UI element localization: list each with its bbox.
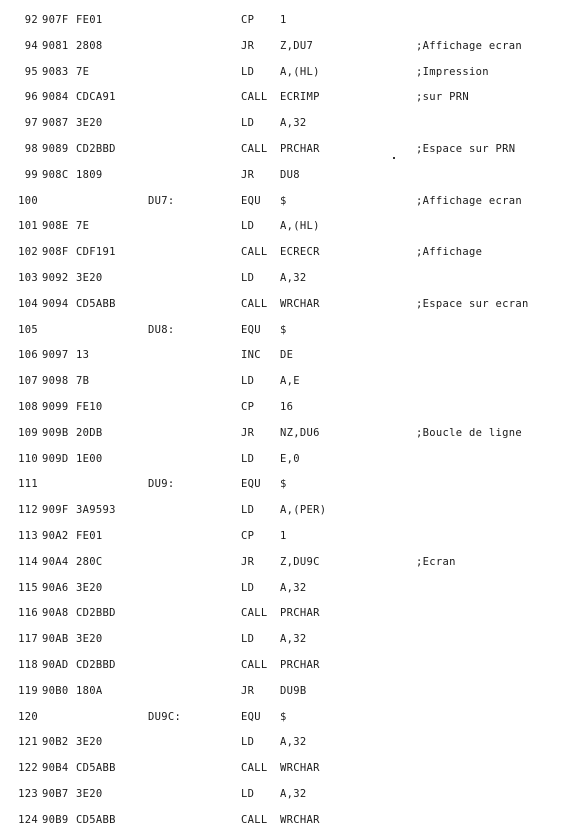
mnemonic: JR: [241, 426, 255, 439]
mnemonic: CP: [241, 401, 255, 413]
operand: A,(PER): [280, 504, 327, 517]
listing-row: [0, 552, 574, 572]
mnemonic: CALL: [241, 813, 268, 826]
listing-row: [0, 10, 574, 30]
line-number: 123: [18, 788, 38, 800]
machine-code: CD5ABB: [76, 762, 116, 775]
address: 908F: [42, 246, 69, 259]
operand: A,32: [280, 788, 307, 800]
operand: DE: [280, 349, 294, 362]
line-number: 109: [18, 426, 38, 439]
mnemonic: LD: [241, 581, 255, 594]
address: 909B: [42, 426, 69, 439]
listing-row: [0, 36, 574, 56]
mnemonic: EQU: [241, 710, 261, 723]
machine-code: 3E20: [76, 788, 103, 800]
mnemonic: JR: [241, 684, 255, 697]
mnemonic: CALL: [241, 607, 268, 620]
listing-row: [0, 423, 574, 443]
line-number: 95: [24, 65, 38, 78]
mnemonic: LD: [241, 633, 255, 646]
operand: WRCHAR: [280, 813, 320, 826]
line-number: 101: [18, 220, 38, 233]
listing-row: [0, 810, 574, 830]
address: 9097: [42, 349, 69, 362]
address: 9094: [42, 297, 69, 310]
line-number: 118: [18, 659, 38, 671]
line-number: 103: [18, 272, 38, 284]
comment: ;sur PRN: [416, 91, 469, 104]
label: DU8:: [148, 323, 175, 336]
listing-row: [0, 655, 574, 675]
operand: $: [280, 194, 287, 207]
machine-code: CDF191: [76, 246, 116, 259]
mnemonic: CP: [241, 530, 255, 542]
mnemonic: LD: [241, 452, 255, 465]
mnemonic: CALL: [241, 297, 268, 310]
line-number: 110: [18, 452, 38, 465]
machine-code: FE10: [76, 401, 103, 413]
operand: A,32: [280, 117, 307, 130]
comment: ;Impression: [416, 65, 489, 78]
listing-row: [0, 87, 574, 107]
operand: $: [280, 710, 287, 723]
listing-row: [0, 242, 574, 262]
comment: ;Espace sur PRN: [416, 143, 516, 155]
line-number: 112: [18, 504, 38, 517]
line-number: 124: [18, 813, 38, 826]
line-number: 104: [18, 297, 38, 310]
operand: A,32: [280, 633, 307, 646]
operand: $: [280, 478, 287, 491]
mnemonic: CALL: [241, 659, 268, 671]
operand: DU9B: [280, 684, 307, 697]
machine-code: CD5ABB: [76, 297, 116, 310]
line-number: 114: [18, 555, 38, 568]
mnemonic: JR: [241, 39, 255, 52]
label: DU9C:: [148, 710, 182, 723]
operand: A,32: [280, 736, 307, 749]
line-number: 98: [24, 143, 38, 155]
mnemonic: LD: [241, 788, 255, 800]
operand: WRCHAR: [280, 297, 320, 310]
listing-row: [0, 603, 574, 623]
line-number: 96: [24, 91, 38, 104]
listing-row: [0, 268, 574, 288]
address: 908E: [42, 220, 69, 233]
mnemonic: CALL: [241, 246, 268, 259]
mnemonic: LD: [241, 736, 255, 749]
machine-code: 280C: [76, 555, 103, 568]
line-number: 92: [24, 14, 38, 26]
machine-code: 2808: [76, 39, 103, 52]
operand: 16: [280, 401, 294, 413]
listing-row: [0, 732, 574, 752]
listing-row: [0, 500, 574, 520]
operand: 1: [280, 530, 287, 542]
machine-code: 3E20: [76, 736, 103, 749]
mnemonic: LD: [241, 272, 255, 284]
comment: ;Ecran: [416, 555, 456, 568]
comment: ;Espace sur ecran: [416, 297, 529, 310]
machine-code: 3E20: [76, 117, 103, 130]
address: 90AD: [42, 659, 69, 671]
operand: Z,DU9C: [280, 555, 320, 568]
machine-code: 1809: [76, 168, 103, 181]
address: 90AB: [42, 633, 69, 646]
machine-code: CD2BBD: [76, 143, 116, 155]
machine-code: CDCA91: [76, 91, 116, 104]
mnemonic: EQU: [241, 194, 261, 207]
machine-code: 20DB: [76, 426, 103, 439]
address: 90A2: [42, 530, 69, 542]
mnemonic: CALL: [241, 143, 268, 155]
listing-row: [0, 474, 574, 494]
listing-row: [0, 216, 574, 236]
listing-row: [0, 371, 574, 391]
address: 907F: [42, 14, 69, 26]
address: 9089: [42, 143, 69, 155]
operand: Z,DU7: [280, 39, 314, 52]
mnemonic: LD: [241, 220, 255, 233]
address: 9099: [42, 401, 69, 413]
mnemonic: EQU: [241, 478, 261, 491]
comment: ;Affichage ecran: [416, 194, 522, 207]
label: DU9:: [148, 478, 175, 491]
machine-code: FE01: [76, 530, 103, 542]
operand: DU8: [280, 168, 300, 181]
line-number: 113: [18, 530, 38, 542]
operand: PRCHAR: [280, 659, 320, 671]
address: 90B4: [42, 762, 69, 775]
machine-code: 13: [76, 349, 90, 362]
machine-code: FE01: [76, 14, 103, 26]
listing-row: [0, 320, 574, 340]
address: 9084: [42, 91, 69, 104]
line-number: 116: [18, 607, 38, 620]
listing-row: [0, 139, 574, 159]
comment: ;Boucle de ligne: [416, 426, 522, 439]
mnemonic: LD: [241, 117, 255, 130]
line-number: 108: [18, 401, 38, 413]
listing-row: [0, 784, 574, 804]
listing-row: [0, 345, 574, 365]
line-number: 107: [18, 375, 38, 388]
address: 9098: [42, 375, 69, 388]
comment: ;Affichage ecran: [416, 39, 522, 52]
operand: NZ,DU6: [280, 426, 320, 439]
listing-row: [0, 294, 574, 314]
mnemonic: JR: [241, 168, 255, 181]
machine-code: CD5ABB: [76, 813, 116, 826]
listing-row: [0, 165, 574, 185]
machine-code: 3E20: [76, 581, 103, 594]
mnemonic: INC: [241, 349, 261, 362]
address: 9087: [42, 117, 69, 130]
listing-row: [0, 449, 574, 469]
line-number: 119: [18, 684, 38, 697]
line-number: 94: [24, 39, 38, 52]
mnemonic: CALL: [241, 762, 268, 775]
stray-dot: [393, 157, 395, 159]
line-number: 102: [18, 246, 38, 259]
line-number: 97: [24, 117, 38, 130]
operand: A,E: [280, 375, 300, 388]
listing-row: [0, 707, 574, 727]
machine-code: 3E20: [76, 272, 103, 284]
listing-row: [0, 629, 574, 649]
machine-code: 3E20: [76, 633, 103, 646]
machine-code: 180A: [76, 684, 103, 697]
address: 90B2: [42, 736, 69, 749]
listing-row: [0, 113, 574, 133]
mnemonic: EQU: [241, 323, 261, 336]
listing-row: [0, 681, 574, 701]
address: 909F: [42, 504, 69, 517]
operand: A,(HL): [280, 220, 320, 233]
line-number: 99: [24, 168, 38, 181]
operand: A,32: [280, 581, 307, 594]
line-number: 115: [18, 581, 38, 594]
comment: ;Affichage: [416, 246, 483, 259]
listing-row: [0, 578, 574, 598]
operand: 1: [280, 14, 287, 26]
listing-row: [0, 62, 574, 82]
machine-code: 3A9593: [76, 504, 116, 517]
line-number: 111: [18, 478, 38, 491]
listing-row: [0, 397, 574, 417]
address: 90B9: [42, 813, 69, 826]
machine-code: CD2BBD: [76, 659, 116, 671]
operand: A,(HL): [280, 65, 320, 78]
listing-row: [0, 526, 574, 546]
machine-code: 1E00: [76, 452, 103, 465]
line-number: 100: [18, 194, 38, 207]
address: 90A4: [42, 555, 69, 568]
operand: WRCHAR: [280, 762, 320, 775]
address: 9083: [42, 65, 69, 78]
address: 9092: [42, 272, 69, 284]
address: 908C: [42, 168, 69, 181]
operand: A,32: [280, 272, 307, 284]
line-number: 105: [18, 323, 38, 336]
machine-code: 7B: [76, 375, 90, 388]
listing-row: [0, 191, 574, 211]
mnemonic: CALL: [241, 91, 268, 104]
line-number: 122: [18, 762, 38, 775]
address: 90B0: [42, 684, 69, 697]
mnemonic: LD: [241, 65, 255, 78]
line-number: 121: [18, 736, 38, 749]
operand: E,0: [280, 452, 300, 465]
line-number: 120: [18, 710, 38, 723]
mnemonic: CP: [241, 14, 255, 26]
operand: PRCHAR: [280, 607, 320, 620]
operand: ECRECR: [280, 246, 320, 259]
address: 90A8: [42, 607, 69, 620]
machine-code: 7E: [76, 65, 90, 78]
address: 90B7: [42, 788, 69, 800]
mnemonic: LD: [241, 375, 255, 388]
line-number: 117: [18, 633, 38, 646]
operand: $: [280, 323, 287, 336]
mnemonic: LD: [241, 504, 255, 517]
machine-code: CD2BBD: [76, 607, 116, 620]
label: DU7:: [148, 194, 175, 207]
mnemonic: JR: [241, 555, 255, 568]
address: 909D: [42, 452, 69, 465]
listing-row: [0, 758, 574, 778]
line-number: 106: [18, 349, 38, 362]
address: 9081: [42, 39, 69, 52]
operand: PRCHAR: [280, 143, 320, 155]
machine-code: 7E: [76, 220, 90, 233]
operand: ECRIMP: [280, 91, 320, 104]
address: 90A6: [42, 581, 69, 594]
